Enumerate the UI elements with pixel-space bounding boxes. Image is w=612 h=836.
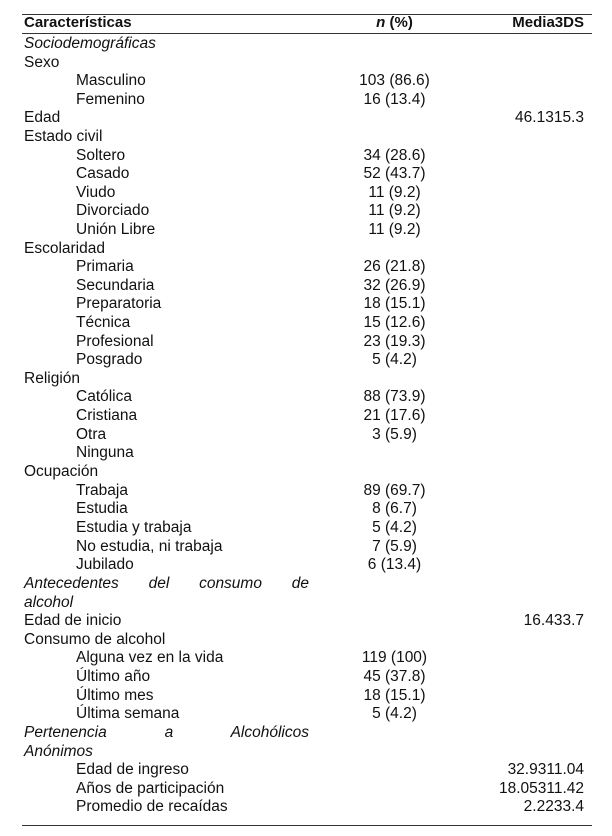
row-label: Otra — [76, 426, 107, 443]
table-row — [22, 704, 592, 723]
table-row — [22, 686, 592, 705]
group-row — [22, 630, 592, 649]
row-n: 18 (15.1) — [363, 295, 426, 312]
row-label: Secundaria — [76, 277, 155, 294]
table-row — [22, 387, 592, 406]
row-n: 15 (12.6) — [363, 314, 426, 331]
row-label: Jubilado — [76, 556, 134, 573]
table-row — [22, 313, 592, 332]
table-row — [22, 220, 592, 239]
row-n: 32 (26.9) — [363, 277, 426, 294]
row-n: 26 (21.8) — [363, 258, 426, 275]
row-label: Alguna vez en la vida — [76, 649, 224, 666]
row-label: Casado — [76, 165, 130, 182]
table-row — [22, 797, 592, 816]
row-n: 11 (9.2) — [368, 202, 421, 219]
row-media: 2.2233.4 — [523, 798, 584, 815]
table-row — [22, 164, 592, 183]
row-n: 45 (37.8) — [363, 668, 426, 685]
table-row — [22, 108, 592, 127]
table-row — [22, 90, 592, 109]
row-n: 5 (4.2) — [372, 705, 417, 722]
row-n: 5 (4.2) — [372, 351, 417, 368]
row-label: Último mes — [76, 687, 154, 704]
row-n: 3 (5.9) — [372, 426, 417, 443]
row-n: 18 (15.1) — [363, 687, 426, 704]
table-row — [22, 537, 592, 556]
table-row — [22, 146, 592, 165]
table-row — [22, 257, 592, 276]
table-row — [22, 406, 592, 425]
table-row — [22, 481, 592, 500]
row-label: No estudia, ni trabaja — [76, 538, 223, 555]
table-row — [22, 667, 592, 686]
row-label: Soltero — [76, 147, 126, 164]
row-label: Primaria — [76, 258, 134, 275]
table-row — [22, 443, 592, 462]
table-bottom-rule — [22, 825, 592, 826]
row-n: 7 (5.9) — [372, 538, 417, 555]
table-row — [22, 499, 592, 518]
row-n: 52 (43.7) — [363, 165, 426, 182]
row-n: 119 (100) — [361, 649, 428, 666]
group-ocupacion: Ocupación — [24, 463, 99, 480]
row-n: 88 (73.9) — [363, 388, 426, 405]
table-row — [22, 332, 592, 351]
table-row — [22, 350, 592, 369]
table-header-row — [22, 13, 592, 32]
row-label: Estudia y trabaja — [76, 519, 192, 536]
row-n: 23 (19.3) — [363, 333, 426, 350]
row-label: Estudia — [76, 500, 128, 517]
group-consumo: Consumo de alcohol — [24, 631, 166, 648]
section-row — [22, 593, 592, 612]
group-row — [22, 127, 592, 146]
group-row — [22, 369, 592, 388]
row-label: Preparatoria — [76, 295, 162, 312]
row-n: 21 (17.6) — [363, 407, 426, 424]
row-media: 46.1315.3 — [515, 109, 584, 126]
row-label: Promedio de recaídas — [76, 798, 228, 815]
row-label: Edad de ingreso — [76, 761, 189, 778]
table-row — [22, 201, 592, 220]
table-row — [22, 294, 592, 313]
row-n: 8 (6.7) — [372, 500, 417, 517]
section-pertenencia: Pertenencia a Alcohólicos — [24, 724, 309, 741]
row-label: Edad de inicio — [24, 612, 122, 629]
row-label: Último año — [76, 668, 151, 685]
section-pertenencia-cont: Anónimos — [24, 743, 93, 760]
section-row — [22, 574, 592, 593]
row-n: 6 (13.4) — [367, 556, 422, 573]
group-estado-civil: Estado civil — [24, 128, 103, 145]
row-label: Posgrado — [76, 351, 143, 368]
row-n: 103 (86.6) — [359, 72, 430, 89]
table-row — [22, 779, 592, 798]
row-n: 5 (4.2) — [372, 519, 417, 536]
row-label: Años de participación — [76, 780, 225, 797]
row-label: Masculino — [76, 72, 146, 89]
row-label: Viudo — [76, 184, 116, 201]
section-row — [22, 34, 592, 53]
section-antecedentes: Antecedentes del consumo de — [24, 575, 309, 592]
row-label: Profesional — [76, 333, 154, 350]
table-row — [22, 760, 592, 779]
group-row — [22, 53, 592, 72]
row-media: 18.05311.42 — [498, 780, 584, 797]
table-row — [22, 555, 592, 574]
row-n: 11 (9.2) — [368, 184, 421, 201]
row-label: Edad — [24, 109, 61, 126]
header-n-percent — [322, 13, 467, 32]
row-label: Trabaja — [76, 482, 128, 499]
row-media: 16.433.7 — [523, 612, 584, 629]
table-row — [22, 425, 592, 444]
table-row — [22, 276, 592, 295]
section-row — [22, 742, 592, 761]
header-caracteristicas: Características — [24, 14, 132, 31]
row-label: Divorciado — [76, 202, 150, 219]
group-row — [22, 462, 592, 481]
row-label: Ninguna — [76, 444, 134, 461]
table-row — [22, 611, 592, 630]
section-antecedentes-cont: alcohol — [24, 594, 74, 611]
header-n: n — [376, 14, 386, 31]
row-label: Última semana — [76, 705, 180, 722]
table-row — [22, 71, 592, 90]
table-row — [22, 518, 592, 537]
row-n: 11 (9.2) — [368, 221, 421, 238]
section-row — [22, 723, 592, 742]
group-escolaridad: Escolaridad — [24, 240, 105, 257]
group-row — [22, 239, 592, 258]
group-sexo: Sexo — [24, 54, 60, 71]
row-label: Católica — [76, 388, 132, 405]
table-row — [22, 648, 592, 667]
row-n: 34 (28.6) — [363, 147, 426, 164]
table-row — [22, 183, 592, 202]
group-religion: Religión — [24, 370, 81, 387]
row-n: 89 (69.7) — [363, 482, 426, 499]
row-label: Técnica — [76, 314, 131, 331]
row-media: 32.9311.04 — [507, 761, 584, 778]
header-percent: (%) — [385, 14, 413, 31]
row-n: 16 (13.4) — [363, 91, 426, 108]
row-label: Femenino — [76, 91, 145, 108]
row-label: Cristiana — [76, 407, 138, 424]
section-sociodemograficas: Sociodemográficas — [24, 35, 156, 52]
row-label: Unión Libre — [76, 221, 156, 238]
header-media-ds: Media3DS — [512, 14, 584, 31]
